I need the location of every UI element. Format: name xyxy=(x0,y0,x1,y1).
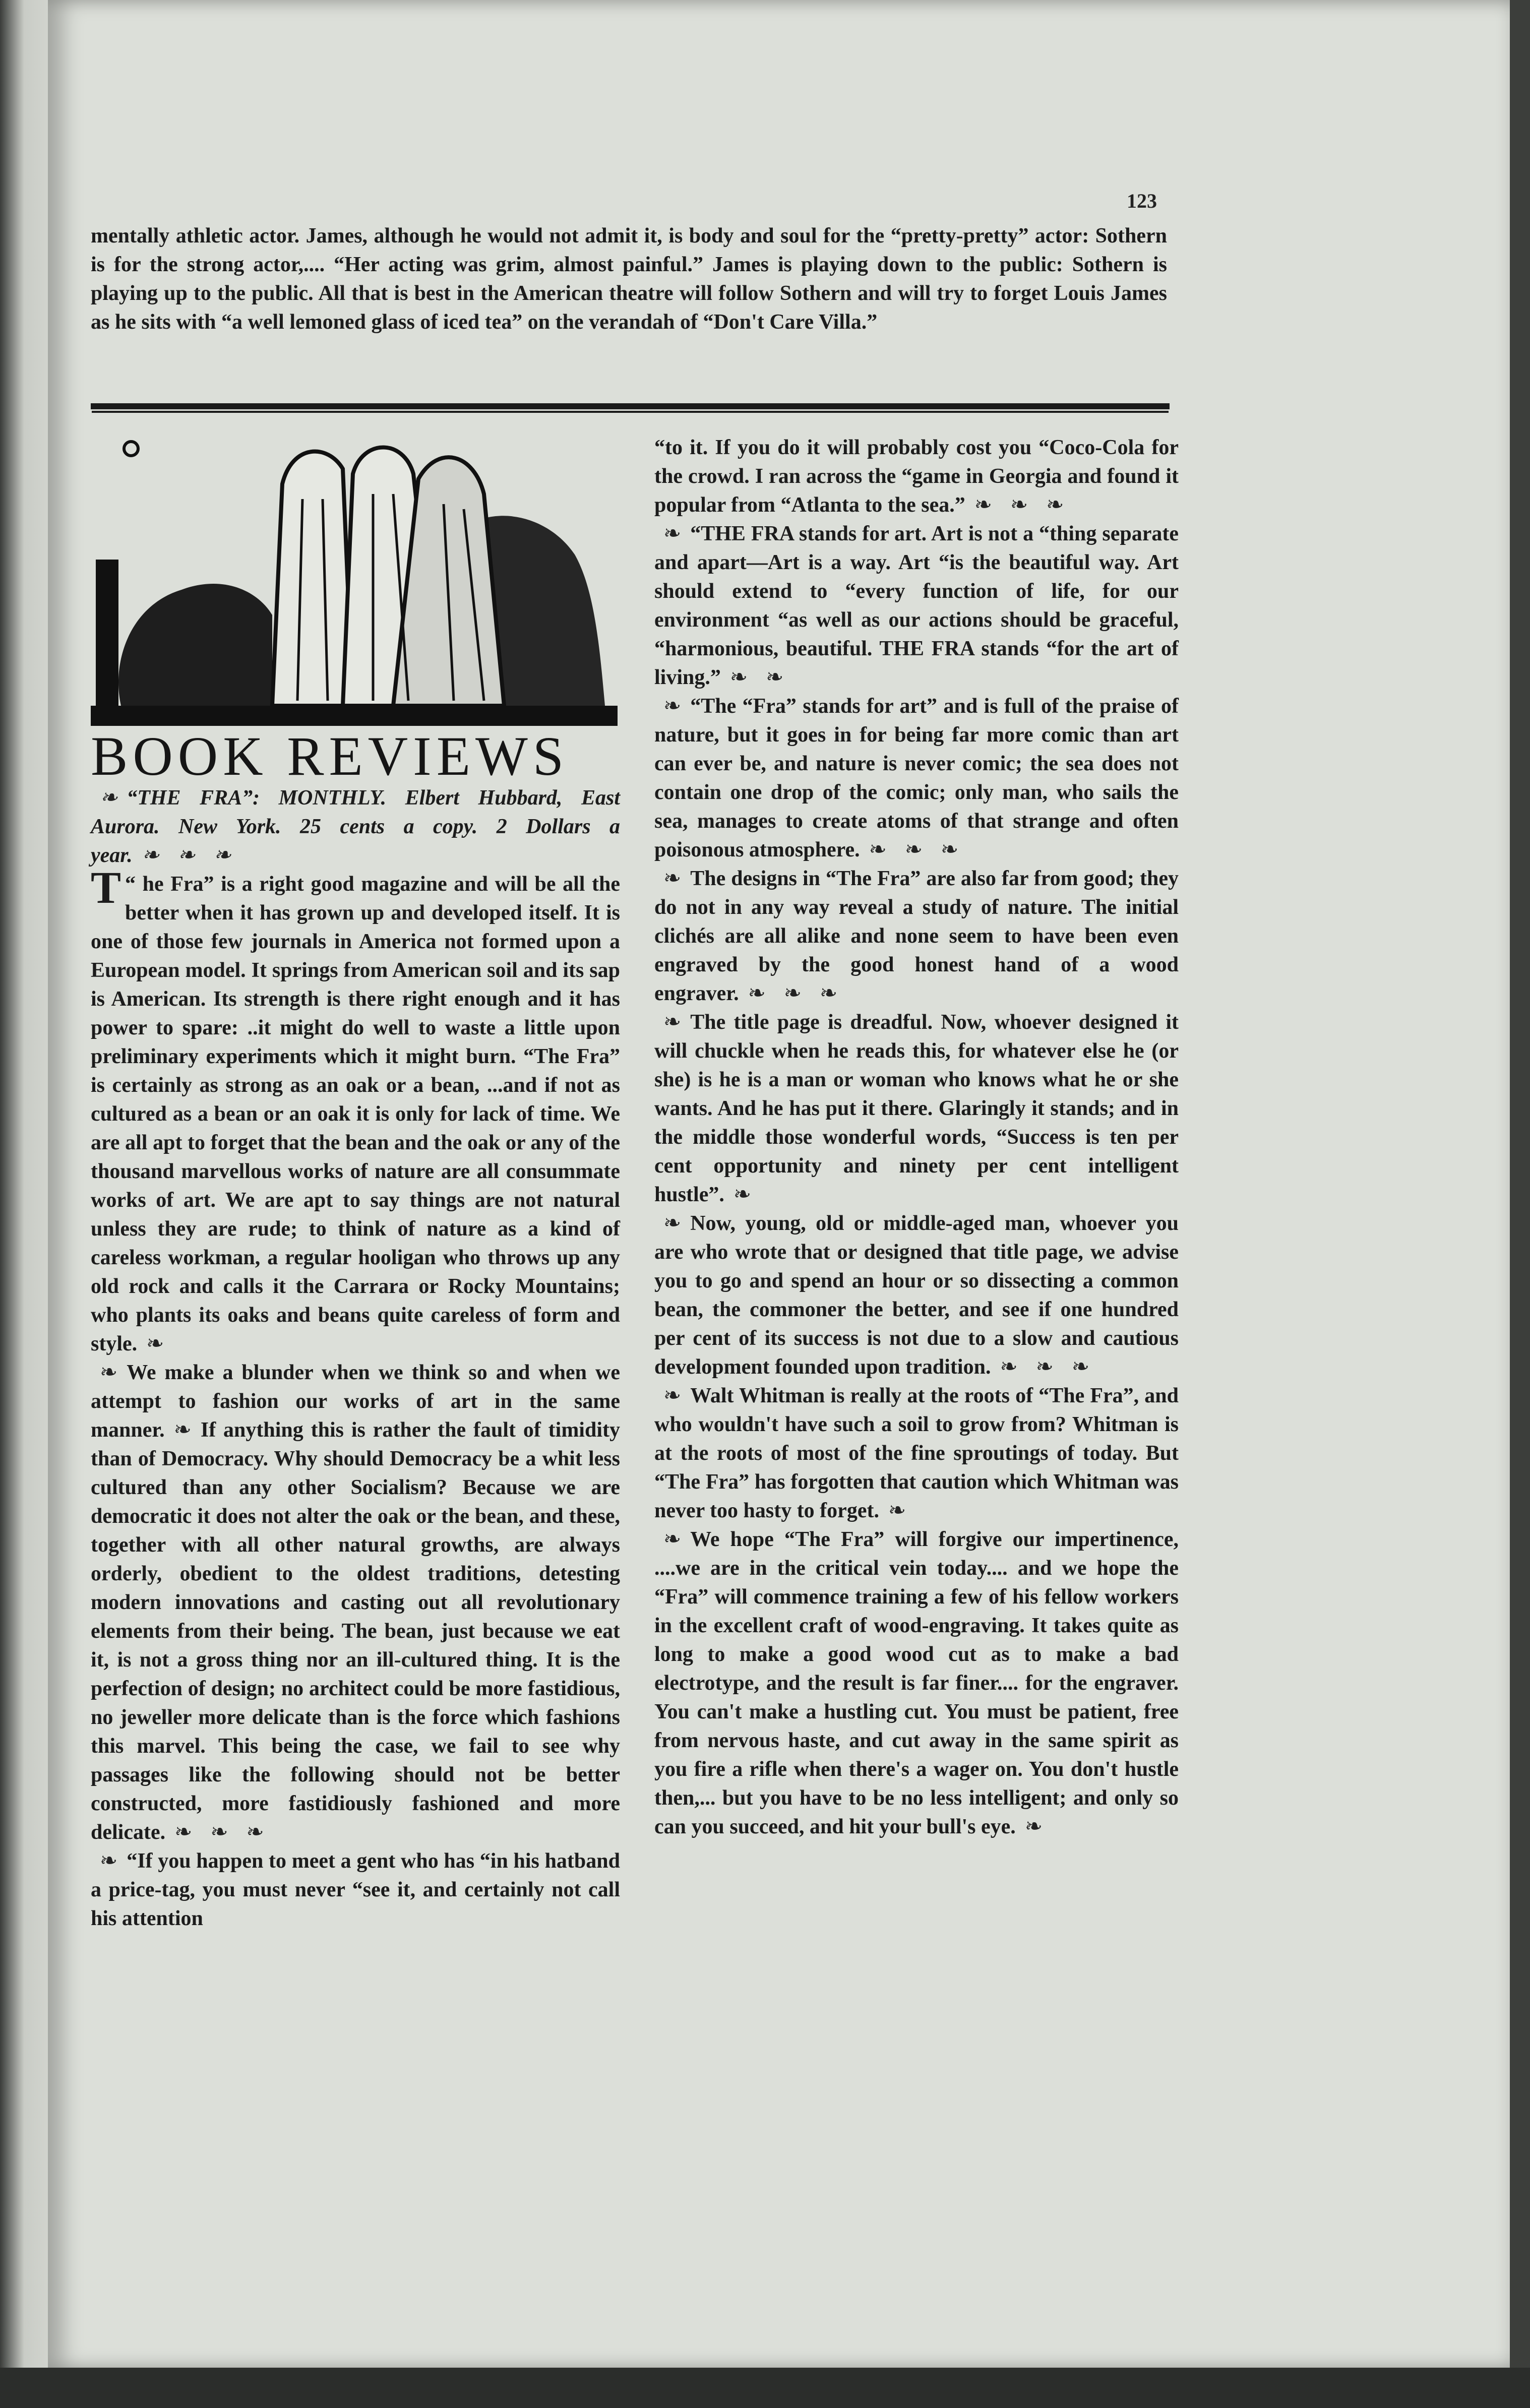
leaf-ornament-icon: ❧ xyxy=(663,695,682,718)
paragraph-text: “to it. If you do it will probably cost you “Coco-Cola for the crowd. I ran across the “game in Georgia and found it popular from “Atlanta to the sea.” xyxy=(654,436,1179,517)
paragraph-text: “ he Fra” is a right good magazine and will be all the better when it has grown up and developed itself. It is one of those few journals in America not formed upon a European model. It springs from American soil and its sap is American. Its strength is there right enough and it has power to spare: ..it might do well to waste a little upon preliminary experiments which it might burn. “The Fra” is certainly as strong as an oak or a bean, ...and if not as cultured as a bean or an oak it is only for lack of time. We are all apt to forget that the bean and the oak or any of the thousand marvellous works of nature are all consummate works of art. We are apt to say things are not natural unless they are rude; to think of nature as a kind of careless workman, a regular hooligan who throws up any old rock and calls it the Carrara or Rocky Mountains; who plants its oaks and beans quite careless of form and style. xyxy=(91,873,620,1355)
paragraph-text: “THE FRA stands for art. Art is not a “thing separate and apart—Art is a way. Art “is the beautiful way. Art should extend to “every function of life, for our environment “as well as our actions should be graceful, “harmonious, beautiful. THE FRA stands “for the art of living.” xyxy=(654,522,1179,689)
leaf-ornament-icon: ❧ xyxy=(1010,493,1028,517)
paragraph xyxy=(654,1008,1179,1209)
leaf-ornament-icon: ❧ xyxy=(663,1011,682,1034)
top-paragraph-block xyxy=(91,222,1167,337)
table-surface xyxy=(0,2368,1530,2408)
leaf-ornament-icon: ❧ xyxy=(869,838,887,861)
leaf-ornament-icon: ❧ xyxy=(748,982,766,1005)
paragraph xyxy=(654,520,1179,692)
leaf-ornament-icon: ❧ xyxy=(663,522,682,545)
page-number: 123 xyxy=(1127,190,1157,212)
review-header xyxy=(91,784,620,870)
left-column xyxy=(91,784,620,1933)
leaf-ornament-icon: ❧ xyxy=(888,1499,906,1522)
paragraph-text: The title page is dreadful. Now, whoever designed it will chuckle when he reads this, for whatever else he (or she) is he is a man or woman who knows what he or she wants. And he has put it there. Glaringly it stands; and in the middle those wonderful words, “Success is ten per cent opportunity and ninety per cent intelligent hustle”. xyxy=(654,1011,1179,1206)
leaf-ornament-icon: ❧ xyxy=(766,666,784,689)
leaf-ornament-icon: ❧ xyxy=(663,1528,682,1551)
section-heading: BOOK REVIEWS xyxy=(91,725,569,787)
paragraph-text: “If you happen to meet a gent who has “in his hatband a price-tag, you must never “see it, and certainly not call his attention xyxy=(91,1849,620,1930)
paragraph xyxy=(654,865,1179,1008)
paragraph-text: If anything this is rather the fault of timidity than of Democracy. Why should Democracy be a whit less cultured than any other Socialism? Because we are democratic it does not alter the oak or the bean, and these, together with all other natural growths, are always orderly, obedient to the oldest traditions, detesting modern innovations and casting out all revolutionary elements from their being. The bean, just because we eat it, is not a gross thing nor an ill-cultured thing. It is the perfection of design; no architect could be more fastidious, no jeweller more delicate than is the force which fashions this marvel. This being the case, we fail to see why passages like the following should not be better constructed, more fastidiously fashioned and more delicate. xyxy=(91,1418,620,1844)
leaf-ornament-icon: ❧ xyxy=(663,1384,682,1407)
paragraph xyxy=(91,1847,620,1933)
paragraph xyxy=(91,1359,620,1847)
paragraph xyxy=(654,1209,1179,1382)
leaf-ornament-icon: ❧ xyxy=(941,838,959,861)
leaf-ornament-icon: ❧ xyxy=(819,982,838,1005)
leaf-ornament-icon: ❧ xyxy=(100,1361,118,1384)
book-cover-edge xyxy=(1510,0,1530,2408)
leaf-ornament-icon: ❧ xyxy=(1024,1815,1043,1838)
section-rule xyxy=(91,403,1170,411)
paragraph-text: We make a blunder when we think so and when we attempt to fashion our works of art in the same manner. xyxy=(91,1361,620,1442)
paragraph xyxy=(654,434,1179,520)
right-column xyxy=(654,434,1179,1841)
top-paragraph: mentally athletic actor. James, although he would not admit it, is body and soul for the “pretty-pretty” actor: Sothern is for the strong actor,.... “Her acting was grim, almost painful.” James is playing down to the public: Sothern is playing up to the public. All that is best in the American theatre will follow Sothern and will try to forget Louis James as he sits with “a well lemoned glass of iced tea” on the verandah of “Don't Care Villa.” xyxy=(91,224,1167,334)
drop-cap: T xyxy=(91,863,121,913)
leaf-ornament-icon: ❧ xyxy=(100,786,118,810)
paragraph-text: Walt Whitman is really at the roots of “The Fra”, and who wouldn't have such a soil to grow from? Whitman is at the roots of most of the fine sproutings of today. But “The Fra” has forgotten that caution which Whitman was never too hasty to forget. xyxy=(654,1384,1179,1522)
paragraph-text: “The “Fra” stands for art” and is full of the praise of nature, but it goes in for being far more comic than art can ever be, and nature is never comic; the sea does not contain one drop of the comic; only man, who sails the sea, manages to create atoms of that strange and often poisonous atmosphere. xyxy=(654,695,1179,861)
leaf-ornament-icon: ❧ xyxy=(974,493,992,517)
paragraph xyxy=(654,1382,1179,1525)
paragraph xyxy=(91,863,620,1359)
leaf-ornament-icon: ❧ xyxy=(100,1849,118,1873)
leaf-ornament-icon: ❧ xyxy=(141,844,160,867)
paragraph-text: The designs in “The Fra” are also far from good; they do not in any way reveal a study of nature. The initial clichés are all alike and none seem to have been even engraved by the good honest hand of a wood engraver. xyxy=(654,867,1179,1005)
leaf-ornament-icon: ❧ xyxy=(1035,1355,1054,1379)
leaf-ornament-icon: ❧ xyxy=(1000,1355,1018,1379)
leaf-ornament-icon: ❧ xyxy=(174,1821,193,1844)
leaf-ornament-icon: ❧ xyxy=(246,1821,264,1844)
paragraph-text: We hope “The Fra” will forgive our impertinence, ....we are in the critical vein today.... and we hope the “Fra” will commence training a few of his fellow workers in the excellent craft of wood-engraving. It takes quite as long to make a good wood cut as to make a bad electrotype, and the result is far finer.... for the engraver. You can't make a hustling cut. You must be patient, free from nervous haste, and cut away in the same spirit as you fire a rifle when there's a wager on. You don't hustle then,... but you have to be no less intelligent; and only so can you succeed, and hit your bull's eye. xyxy=(654,1528,1179,1838)
leaf-ornament-icon: ❧ xyxy=(729,666,748,689)
leaf-ornament-icon: ❧ xyxy=(173,1418,192,1442)
leaf-ornament-icon: ❧ xyxy=(1071,1355,1090,1379)
leaf-ornament-icon: ❧ xyxy=(177,844,196,867)
paragraph-text: Now, young, old or middle-aged man, whoever you are who wrote that or designed that title page, we advise you to go and spend an hour or so dissecting a common bean, the commoner the better, and see if one hundred per cent of its success is not due to a slow and cautious development founded upon tradition. xyxy=(654,1212,1179,1379)
woodcut-illustration xyxy=(91,423,618,726)
leaf-ornament-icon: ❧ xyxy=(1046,493,1064,517)
leaf-ornament-icon: ❧ xyxy=(210,1821,228,1844)
leaf-ornament-icon: ❧ xyxy=(904,838,923,861)
paragraph xyxy=(654,692,1179,865)
leaf-ornament-icon: ❧ xyxy=(663,867,682,890)
leaf-ornament-icon: ❧ xyxy=(783,982,802,1005)
leaf-ornament-icon: ❧ xyxy=(146,1332,164,1355)
leaf-ornament-icon: ❧ xyxy=(733,1183,752,1206)
leaf-ornament-icon: ❧ xyxy=(213,844,231,867)
review-header-text: “THE FRA”: MONTHLY. Elbert Hubbard, East Aurora. New York. 25 cents a copy. 2 Dollars a year. xyxy=(91,786,620,867)
paragraph xyxy=(654,1525,1179,1841)
leaf-ornament-icon: ❧ xyxy=(663,1212,682,1235)
